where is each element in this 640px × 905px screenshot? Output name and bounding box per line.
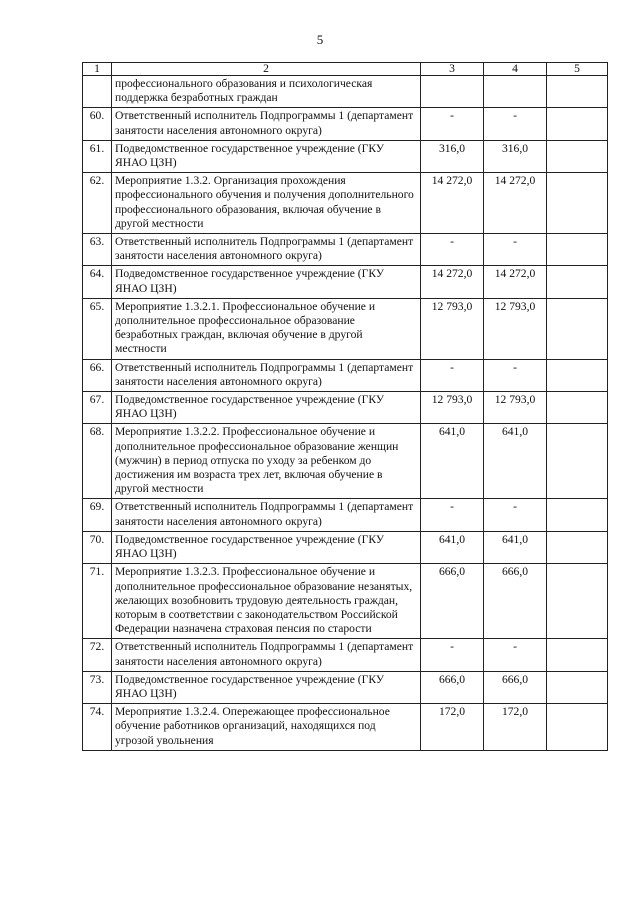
value-cell-col5 [547, 359, 608, 391]
row-number-cell: 62. [83, 173, 112, 234]
value-cell-col4: 666,0 [484, 671, 547, 703]
table-row [83, 639, 608, 671]
value-cell-col5 [547, 266, 608, 298]
description-cell: Ответственный исполнитель Подпрограммы 1 (департамент занятости населения автономного округа) [112, 234, 421, 266]
description-cell: Подведомственное государственное учреждение (ГКУ ЯНАО ЦЗН) [112, 392, 421, 424]
description-cell: Мероприятие 1.3.2.1. Профессиональное обучение и дополнительное профессиональное образование безработных граждан, включая обучение в другой местности [112, 298, 421, 359]
value-cell-col4: 14 272,0 [484, 266, 547, 298]
value-cell-col3: - [421, 234, 484, 266]
row-number-cell: 72. [83, 639, 112, 671]
value-cell-col3: 666,0 [421, 564, 484, 639]
value-cell-col3: 14 272,0 [421, 173, 484, 234]
value-cell-col5 [547, 392, 608, 424]
table-row [83, 108, 608, 140]
table-row [83, 266, 608, 298]
table-row [83, 704, 608, 751]
value-cell-col5 [547, 108, 608, 140]
row-number-cell: 70. [83, 531, 112, 563]
description-cell: Ответственный исполнитель Подпрограммы 1 (департамент занятости населения автономного округа) [112, 359, 421, 391]
row-number-cell: 64. [83, 266, 112, 298]
continuation-row [83, 76, 608, 108]
row-number-cell: 65. [83, 298, 112, 359]
value-cell-col4: 172,0 [484, 704, 547, 751]
value-cell-col3: 316,0 [421, 140, 484, 172]
value-cell-col4: - [484, 108, 547, 140]
value-cell-col3: - [421, 639, 484, 671]
value-cell-col3: - [421, 108, 484, 140]
value-cell-col3: 12 793,0 [421, 392, 484, 424]
value-cell-col3: 172,0 [421, 704, 484, 751]
value-cell-col4: - [484, 359, 547, 391]
data-table [82, 62, 608, 751]
row-number-cell: 73. [83, 671, 112, 703]
value-cell-col3: 641,0 [421, 531, 484, 563]
value-cell-col5 [547, 564, 608, 639]
table-row [83, 359, 608, 391]
value-cell-col5 [547, 671, 608, 703]
value-cell-col5 [547, 298, 608, 359]
header-row [83, 63, 608, 76]
header-cell: 5 [547, 63, 608, 76]
value-cell-col5 [547, 140, 608, 172]
row-number-cell: 66. [83, 359, 112, 391]
description-cell: Подведомственное государственное учреждение (ГКУ ЯНАО ЦЗН) [112, 671, 421, 703]
header-cell: 3 [421, 63, 484, 76]
value-cell-col5 [547, 173, 608, 234]
row-number-cell: 60. [83, 108, 112, 140]
table-row [83, 499, 608, 531]
row-number-cell: 67. [83, 392, 112, 424]
value-cell-col4: 14 272,0 [484, 173, 547, 234]
description-cell: Ответственный исполнитель Подпрограммы 1 (департамент занятости населения автономного округа) [112, 108, 421, 140]
description-cell: Ответственный исполнитель Подпрограммы 1 (департамент занятости населения автономного округа) [112, 639, 421, 671]
description-cell: Подведомственное государственное учреждение (ГКУ ЯНАО ЦЗН) [112, 531, 421, 563]
value-cell-col4: 641,0 [484, 424, 547, 499]
value-cell-col3: 666,0 [421, 671, 484, 703]
value-cell-col3: 12 793,0 [421, 298, 484, 359]
description-cell: Подведомственное государственное учреждение (ГКУ ЯНАО ЦЗН) [112, 140, 421, 172]
value-cell-col4 [484, 76, 547, 108]
page-number: 5 [316, 32, 324, 47]
value-cell-col5 [547, 424, 608, 499]
header-cell: 2 [112, 63, 421, 76]
description-cell: Мероприятие 1.3.2. Организация прохождения профессионального обучения и получения дополнительного профессионального образования, включая обучение в другой местности [112, 173, 421, 234]
description-cell: Подведомственное государственное учреждение (ГКУ ЯНАО ЦЗН) [112, 266, 421, 298]
value-cell-col4: 641,0 [484, 531, 547, 563]
table-row [83, 424, 608, 499]
value-cell-col3: - [421, 499, 484, 531]
value-cell-col4: - [484, 234, 547, 266]
value-cell-col5 [547, 76, 608, 108]
value-cell-col3: 641,0 [421, 424, 484, 499]
header-cell: 4 [484, 63, 547, 76]
header-cell: 1 [83, 63, 112, 76]
row-number-cell: 68. [83, 424, 112, 499]
table-row [83, 392, 608, 424]
row-number-cell: 63. [83, 234, 112, 266]
table-row [83, 531, 608, 563]
value-cell-col3: - [421, 359, 484, 391]
row-number-cell: 74. [83, 704, 112, 751]
table-row [83, 298, 608, 359]
value-cell-col4: - [484, 639, 547, 671]
description-cell: Мероприятие 1.3.2.3. Профессиональное обучение и дополнительное профессиональное образование незанятых, желающих возобновить трудовую деятельность граждан, которым в соответствии с законодательством Российской Федерации назначена страховая пенсия по старости [112, 564, 421, 639]
value-cell-col4: - [484, 499, 547, 531]
table-row [83, 173, 608, 234]
table-row [83, 234, 608, 266]
row-number-cell: 71. [83, 564, 112, 639]
description-cell: профессионального образования и психологическая поддержка безработных граждан [112, 76, 421, 108]
value-cell-col5 [547, 234, 608, 266]
table-row [83, 140, 608, 172]
description-cell: Ответственный исполнитель Подпрограммы 1 (департамент занятости населения автономного округа) [112, 499, 421, 531]
value-cell-col3 [421, 76, 484, 108]
row-number-cell: 69. [83, 499, 112, 531]
row-number-cell: 61. [83, 140, 112, 172]
value-cell-col5 [547, 704, 608, 751]
value-cell-col4: 12 793,0 [484, 392, 547, 424]
row-number-cell [83, 76, 112, 108]
value-cell-col4: 666,0 [484, 564, 547, 639]
table-row [83, 671, 608, 703]
description-cell: Мероприятие 1.3.2.4. Опережающее профессиональное обучение работников организаций, находящихся под угрозой увольнения [112, 704, 421, 751]
value-cell-col5 [547, 499, 608, 531]
value-cell-col4: 316,0 [484, 140, 547, 172]
value-cell-col5 [547, 531, 608, 563]
description-cell: Мероприятие 1.3.2.2. Профессиональное обучение и дополнительное профессиональное образование женщин (мужчин) в период отпуска по уходу за ребенком до достижения им возраста трех лет, включая обучение в другой местности [112, 424, 421, 499]
value-cell-col3: 14 272,0 [421, 266, 484, 298]
value-cell-col5 [547, 639, 608, 671]
table-row [83, 564, 608, 639]
value-cell-col4: 12 793,0 [484, 298, 547, 359]
